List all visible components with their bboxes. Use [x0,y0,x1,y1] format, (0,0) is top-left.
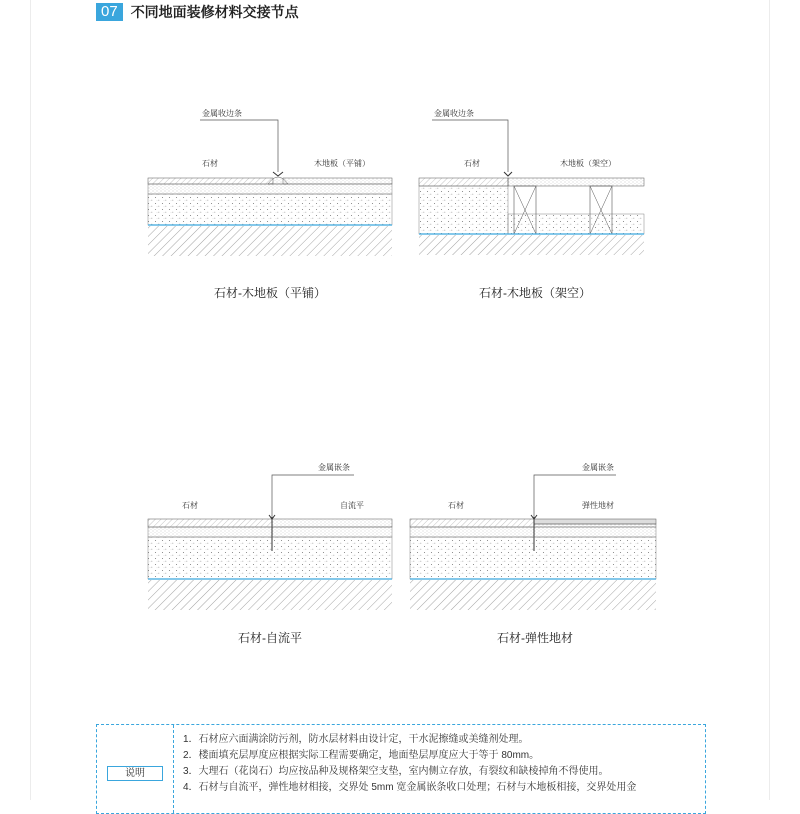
section-header [96,2,299,22]
bonding-layer [148,527,392,537]
slab-layer [419,235,644,255]
section-title: 不同地面装修材料交接节点 [130,4,299,20]
node-stone-wood-raised-caption: 石材-木地板（架空） [479,286,591,300]
stone-layer [410,519,534,527]
self-leveling-underlay [534,524,656,527]
leader-line [534,475,616,517]
stone-layer [148,178,273,184]
callout-label: 金属收边条 [202,109,242,118]
slab-layer [148,580,392,610]
right-material-label: 自流平 [340,501,364,510]
note-item: 1．石材应六面满涂防污剂，防水层材料由设计定，干水泥擦缝或美缝剂处理。 [183,734,529,745]
notes-box [96,724,706,814]
section-number-badge: 07 [96,3,123,21]
left-material-label: 石材 [182,501,198,510]
left-material-label: 石材 [448,501,464,510]
screed-layer [148,537,392,579]
left-material-label: 石材 [464,159,480,168]
callout-label: 金属嵌条 [318,463,350,472]
node-stone-resilient-drawing [402,455,662,620]
note-item: 3．大理石（花岗石）均应按品种及规格架空支垫，室内侧立存放，有裂纹和缺棱掉角不得使用。 [183,766,609,777]
edge-strip [273,172,283,176]
screed-layer [148,194,392,225]
resilient-floor-layer [534,519,656,524]
node-stone-resilient-caption: 石材-弹性地材 [497,631,573,645]
leader-line [272,475,354,517]
notes-label: 说明 [107,766,163,781]
screed-layer [410,537,656,579]
node-stone-wood-raised-drawing [412,100,672,265]
edge-strip [504,172,512,176]
wood-floor-layer [508,178,644,186]
wood-floor-layer [283,178,392,184]
stone-layer [419,178,508,186]
node-stone-self-leveling-caption: 石材-自流平 [238,631,302,645]
slab-layer [148,226,392,256]
right-material-label: 木地板（架空） [560,159,616,168]
node-stone-wood-flat-drawing [140,100,400,265]
right-material-label: 弹性地材 [582,501,614,510]
note-item: 4．石材与自流平，弹性地材相接，交界处 5mm 宽金属嵌条收口处理；石材与木地板相接，交界处用金 [183,782,637,793]
callout-label: 金属收边条 [434,109,474,118]
callout-label: 金属嵌条 [582,463,614,472]
notes-list [183,732,699,796]
node-stone-wood-flat-caption: 石材-木地板（平铺） [214,286,326,300]
stone-layer [148,519,272,527]
bonding-layer [148,184,392,194]
base-screed-layer [508,214,644,234]
slab-layer [410,580,656,610]
node-stone-self-leveling-drawing [140,455,400,620]
left-material-label: 石材 [202,159,218,168]
note-item: 2．楼面填充层厚度应根据实际工程需要确定，地面垫层厚度应大于等于 80mm。 [183,750,540,761]
self-leveling-layer [272,519,392,527]
stone-bedding-layer [419,186,508,234]
bonding-layer [410,527,656,537]
right-material-label: 木地板（平铺） [314,159,370,168]
